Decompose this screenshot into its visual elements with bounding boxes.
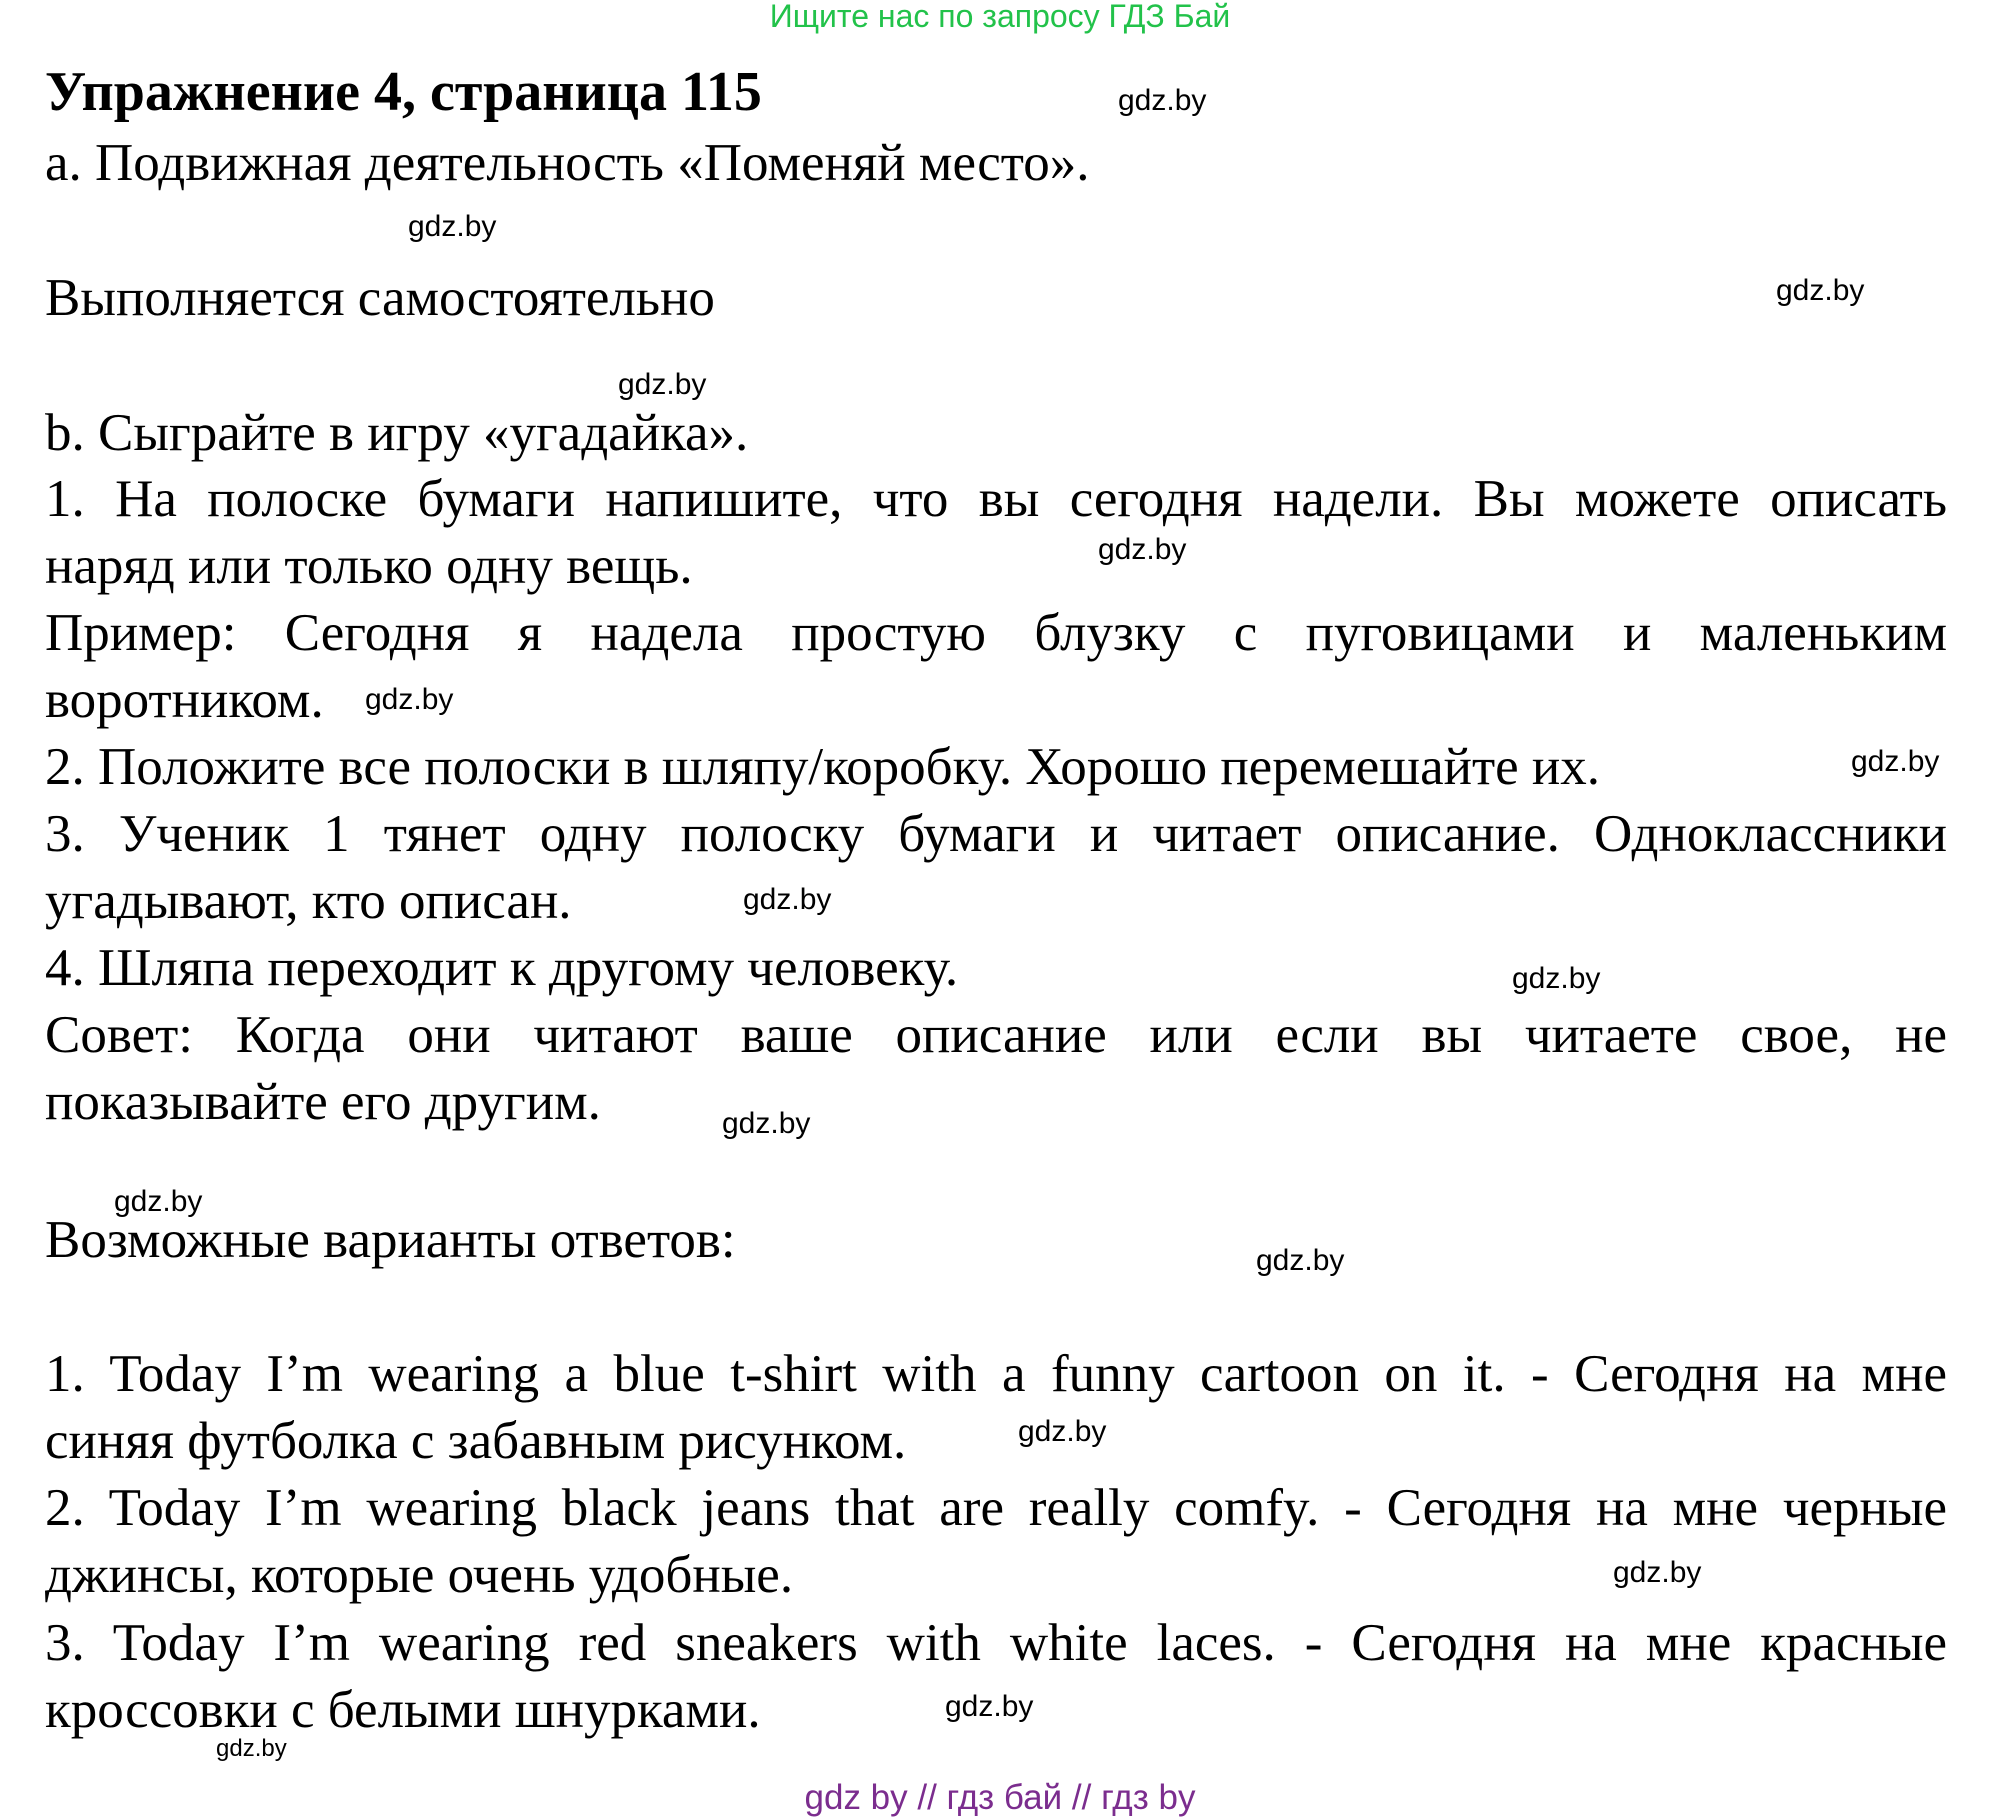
footer-links: gdz by // гдз бай // гдз by	[804, 1778, 1196, 1817]
watermark: gdz.by	[365, 683, 454, 716]
watermark: gdz.by	[1118, 84, 1207, 117]
step-1-line-1: 1. На полоске бумаги напишите, что вы сегодня надели. Вы можете описать	[45, 470, 1947, 528]
watermark: gdz.by	[945, 1690, 1034, 1723]
answer-1-line-1: 1. Today I’m wearing a blue t-shirt with a funny cartoon on it. - Сегодня на мне	[45, 1345, 1947, 1403]
watermark: gdz.by	[722, 1107, 811, 1140]
watermark: gdz.by	[1098, 533, 1187, 566]
step-2-line: 2. Положите все полоски в шляпу/коробку. Хорошо перемешайте их.	[45, 738, 1601, 796]
answer-3-line-2: кроссовки с белыми шнурками.	[45, 1681, 761, 1739]
watermark: gdz.by	[1512, 962, 1601, 995]
tip-line-2: показывайте его другим.	[45, 1073, 601, 1131]
example-line-2: воротником.	[45, 671, 324, 729]
watermark: gdz.by	[114, 1185, 203, 1218]
task-a-heading: a. Подвижная деятельность «Поменяй место».	[45, 134, 1090, 192]
watermark: gdz.by	[1776, 274, 1865, 307]
tip-line-1: Совет: Когда они читают ваше описание или если вы читаете свое, не	[45, 1006, 1947, 1064]
watermark: gdz.by	[1613, 1556, 1702, 1589]
task-b-heading: b. Сыграйте в игру «угадайка».	[45, 404, 749, 462]
task-a-answer: Выполняется самостоятельно	[45, 269, 715, 327]
step-3-line-1: 3. Ученик 1 тянет одну полоску бумаги и читает описание. Одноклассники	[45, 805, 1947, 863]
step-4-line: 4. Шляпа переходит к другому человеку.	[45, 939, 959, 997]
example-line-1: Пример: Сегодня я надела простую блузку с пуговицами и маленьким	[45, 604, 1947, 662]
watermark: gdz.by	[1851, 745, 1940, 778]
answer-2-line-1: 2. Today I’m wearing black jeans that are really comfy. - Сегодня на мне черные	[45, 1479, 1947, 1537]
answers-heading: Возможные варианты ответов:	[45, 1211, 736, 1269]
search-hint-banner: Ищите нас по запросу ГДЗ Бай	[769, 0, 1231, 34]
answer-1-line-2: синяя футболка с забавным рисунком.	[45, 1412, 907, 1470]
page-title: Упражнение 4, страница 115	[45, 61, 762, 123]
watermark: gdz.by	[618, 368, 707, 401]
watermark: gdz.by	[1018, 1415, 1107, 1448]
watermark: gdz.by	[743, 883, 832, 916]
answer-3-line-1: 3. Today I’m wearing red sneakers with white laces. - Сегодня на мне красные	[45, 1614, 1947, 1672]
watermark: gdz.by	[216, 1735, 287, 1762]
step-3-line-2: угадывают, кто описан.	[45, 872, 572, 930]
step-1-line-2: наряд или только одну вещь.	[45, 537, 693, 595]
watermark: gdz.by	[1256, 1244, 1345, 1277]
answer-2-line-2: джинсы, которые очень удобные.	[45, 1546, 794, 1604]
watermark: gdz.by	[408, 210, 497, 243]
